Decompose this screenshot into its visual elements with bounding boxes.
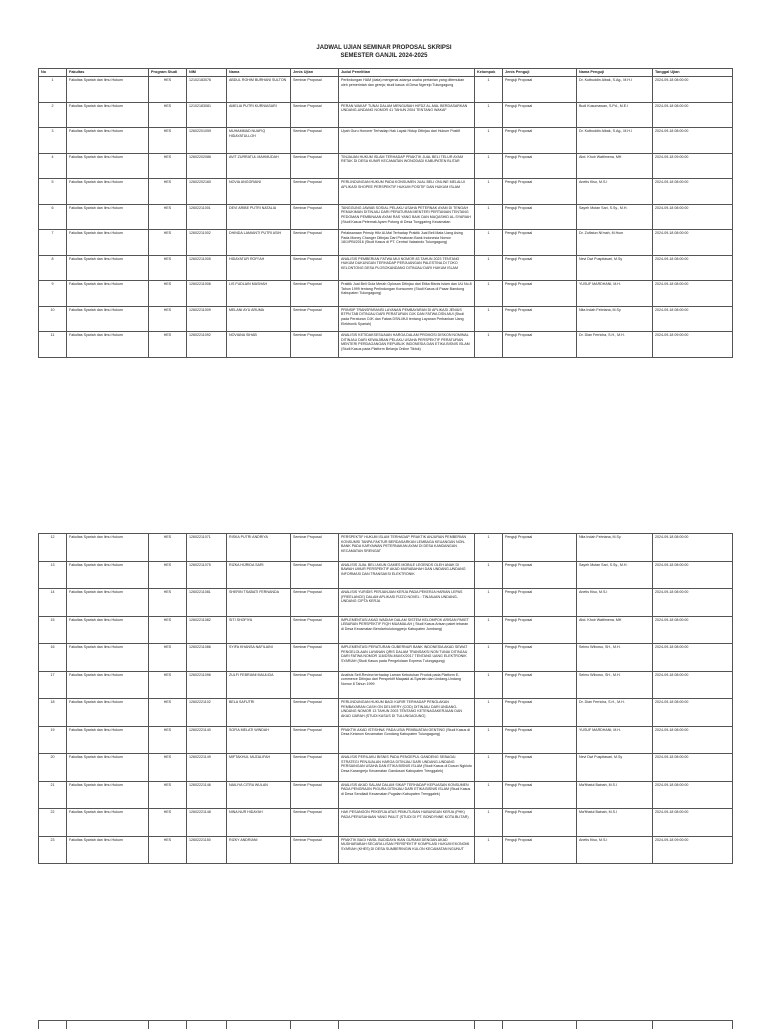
document-title: JADWAL UJIAN SEMINAR PROPOSAL SKRIPSI xyxy=(0,44,768,52)
cell-no: 7 xyxy=(39,230,67,256)
cell-exam-type: Seminar Proposal xyxy=(291,589,339,617)
table-row xyxy=(39,306,733,332)
cell-examiner-type: Penguji Proposal xyxy=(503,77,577,103)
cell-name: HIDAYATUR ROFI'AH xyxy=(227,255,291,281)
cell-exam-type: Seminar Proposal xyxy=(291,204,339,230)
cell-no: 18 xyxy=(39,699,67,727)
cell-nim: 12602202086 xyxy=(187,153,227,179)
cell-exam-type: Seminar Proposal xyxy=(291,561,339,589)
cell-no: 2 xyxy=(39,102,67,128)
cell-name: NOVIA ANGGRAINI xyxy=(227,179,291,205)
cell-faculty: Fakultas Syariah dan Ilmu Hukum xyxy=(67,281,149,307)
cell-program: HES xyxy=(149,616,187,644)
cell-exam-type: Seminar Proposal xyxy=(291,616,339,644)
cell-research-title: PRAKTIK BAGI HASIL BUDIDAYA IKAN GURAMI DENGAN AKAD MUDHARABAH SECARA LISAN PERSPEKTIF KOMPILASI HUKUM EKONOMI SYARIAH (KHES) DI DESA SUMBERINGIN KULON KECAMATAN NGUNUT xyxy=(339,836,475,864)
cell-exam-date: 2024-09-18 08:00:00 xyxy=(653,128,733,154)
cell-program: HES xyxy=(149,534,187,562)
cell-no: 22 xyxy=(39,809,67,837)
cell-exam-type: Seminar Proposal xyxy=(291,77,339,103)
cell-program: HES xyxy=(149,671,187,699)
cell-name: NAILIYA CITRA WULAN xyxy=(227,781,291,809)
cell-research-title: PERLINDUNGAN HUKUM BAGI KURIR TERHADAP PENOLAKAN PEMBAYARAN CASH ON DELIVERY (COD) DITINJAU DARI UNDANG-UNDANG NOMOR 13 TAHUN 2003 TENTANG KETENAGAKERJAAN DAN AKAD IJARAH (STUDI KASUS DI TULUNGAGUNG) xyxy=(339,699,475,727)
cell-exam-date: 2024-09-18 08:00:00 xyxy=(653,204,733,230)
cell-faculty: Fakultas Syariah dan Ilmu Hukum xyxy=(67,726,149,754)
cell-no: 3 xyxy=(39,128,67,154)
cell-exam-date: 2024-09-18 08:00:00 xyxy=(653,102,733,128)
cell-research-title: Perlindungan HAM (data) mengenai adanya usaha pertanian yang ditemukan oleh pemerintah dan gereja; studi kasus di Desa Ngerejo Tulungagung xyxy=(339,77,475,103)
cell-group: 1 xyxy=(475,809,503,837)
cell-examiner-name: Ma'fthatul Bainah, M.S.I xyxy=(577,809,653,837)
cell-faculty: Fakultas Syariah dan Ilmu Hukum xyxy=(67,179,149,205)
header-nim: NIM xyxy=(187,69,227,77)
cell-nim: 12602221140 xyxy=(187,726,227,754)
cell-no: 6 xyxy=(39,204,67,230)
cell-exam-date: 2024-09-18 08:00:00 xyxy=(653,255,733,281)
cell-exam-type: Seminar Proposal xyxy=(291,644,339,672)
table-row xyxy=(39,644,733,672)
table-row xyxy=(39,616,733,644)
cell-exam-date: 2024-09-18 09:00:00 xyxy=(653,836,733,864)
header-group: Kelompok xyxy=(475,69,503,77)
cell-name: NOVIANA SIHAB xyxy=(227,332,291,358)
cell-examiner-name: Nita Indah Febriana, M.Sy xyxy=(577,534,653,562)
table-row xyxy=(39,1021,733,1029)
cell-exam-type: Seminar Proposal xyxy=(291,699,339,727)
cell-faculty: Fakultas Syariah dan Ilmu Hukum xyxy=(67,306,149,332)
cell-name: MUHAMMAD NUAFIQ HIDAYATULLOH xyxy=(227,128,291,154)
header-research-title: Judul Penelitian xyxy=(339,69,475,77)
cell-research-title: TINJAUAN HUKUM ISLAM TERHADAP PRAKTIK JUAL BELI TELUR AYAM RETAK DI DESA KUNIR KECAMATAN WONODADI KABUPATEN BLITAR xyxy=(339,153,475,179)
cell-exam-date: 2024-09-18 08:00:00 xyxy=(653,77,733,103)
cell-exam-type: Seminar Proposal xyxy=(291,534,339,562)
table-row xyxy=(39,836,733,864)
table-row xyxy=(39,77,733,103)
cell-faculty: Fakultas Syariah dan Ilmu Hukum xyxy=(67,671,149,699)
table-row xyxy=(39,153,733,179)
cell-examiner-name: Anetis Kiso, M.S.I xyxy=(577,179,653,205)
cell-no: 8 xyxy=(39,255,67,281)
cell-exam-type: Seminar Proposal xyxy=(291,128,339,154)
cell-examiner-type: Penguji Proposal xyxy=(503,644,577,672)
cell-exam-date: 2024-09-18 08:00:00 xyxy=(653,589,733,617)
cell-name: MELANI AYU ARUMA xyxy=(227,306,291,332)
cell-no: 9 xyxy=(39,281,67,307)
cell-nim: 12602211075 xyxy=(187,561,227,589)
cell-examiner-name: Dr. Kutbuddin Aibak, S.Ag., M.H.I xyxy=(577,128,653,154)
cell-research-title: IMPLEMENTASI PERATURAN GUBERNUR BANK INDONESIA AKAD SEWAT PENGELOLAAN LAYANAN QRIS DALAM TRANSAKSI NON TUNAI DITINJAU DARI FATWA NOMOR 116/DSN-MUI/IX/2017 TENTANG UANG ELEKTRONIK SYARIAH (Studi Kasus pada Pengelolaan Express Tulungagung) xyxy=(339,644,475,672)
cell-nim: 12602221146 xyxy=(187,781,227,809)
cell-examiner-name: Dr. Kutbuddin Aibak, S.Ag., M.H.I xyxy=(577,77,653,103)
cell-faculty: Fakultas Syariah dan Ilmu Hukum xyxy=(67,836,149,864)
cell-faculty: Fakultas Syariah dan Ilmu Hukum xyxy=(67,255,149,281)
cell-nim: 12602221102 xyxy=(187,699,227,727)
cell-name: DEVI ARIBE PUTRI NATALIA xyxy=(227,204,291,230)
table-row xyxy=(39,589,733,617)
cell-exam-date: 2024-09-18 08:00:00 xyxy=(653,281,733,307)
cell-exam-date: 2024-09-18 08:00:00 xyxy=(653,671,733,699)
cell-examiner-type: Penguji Proposal xyxy=(503,153,577,179)
cell-research-title: PERLINDUNGAN HUKUM PADA KONSUMEN JUAL BELI ONLINE MELALUI APLIKASI SHOPEE PERSPEKTIF HUKUM POSITIF DAN HUKUM ISLAM xyxy=(339,179,475,205)
cell-exam-date: 2024-09-18 09:00:00 xyxy=(653,153,733,179)
cell-research-title: Pelaksanaan Prinsip Hifz Al-Mal Terhadap Praktik Jual Beli Mata Uang Asing Pada Money Changer Ditinjau Dari Peraturan Bank Indonesia Nomor 18/1/PBI/2016 (Studi Kasus di PT. Central Valasindo Tulungagung) xyxy=(339,230,475,256)
cell-no: 4 xyxy=(39,153,67,179)
cell-exam-type: Seminar Proposal xyxy=(291,332,339,358)
header-faculty: Fakultas xyxy=(67,69,149,77)
cell-name: AMELIA PUTRI KURNIASARI xyxy=(227,102,291,128)
cell-examiner-type: Penguji Proposal xyxy=(503,561,577,589)
cell-examiner-type: Penguji Proposal xyxy=(503,809,577,837)
cell-exam-type: Seminar Proposal xyxy=(291,836,339,864)
cell-program: HES xyxy=(149,836,187,864)
cell-program: HES xyxy=(149,754,187,782)
cell-examiner-type: Penguji Proposal xyxy=(503,781,577,809)
cell-nim: 12602211071 xyxy=(187,534,227,562)
cell-faculty: Fakultas Syariah dan Ilmu Hukum xyxy=(67,589,149,617)
cell-nim: 12602202160 xyxy=(187,179,227,205)
cell-group: 1 xyxy=(475,836,503,864)
cell-name: ZULFI FEBRIANI MAULIDA xyxy=(227,671,291,699)
cell-research-title: PRAKTIK AKAD ISTISHNA' PADA USIA PEMBUATAN GENTING (Studi Kasus di Desa Ketanon Kecamatan Gondang Kabupaten Tulungagung) xyxy=(339,726,475,754)
table-row xyxy=(39,179,733,205)
cell-program: HES xyxy=(149,281,187,307)
cell-group: 1 xyxy=(475,281,503,307)
cell-name: SITI SHOFIYA xyxy=(227,616,291,644)
cell-nim: 12602211005 xyxy=(187,255,227,281)
header-name: Nama xyxy=(227,69,291,77)
schedule-table-page-1 xyxy=(38,68,733,358)
cell-name: SOFIA MELATI WINDAH xyxy=(227,726,291,754)
cell-exam-date: 2024-09-18 08:00:00 xyxy=(653,726,733,754)
cell-research-title: HAK PESANGON PEKERJA ATAS PEMUTUSAN HUBUNGAN KERJA (PHK) PADA PERUSAHAAN YANG PAILIT (STUDI DI PT. BONDYNNE KOTA BLITAR) xyxy=(339,809,475,837)
cell-exam-type: Seminar Proposal xyxy=(291,671,339,699)
cell-group: 1 xyxy=(475,781,503,809)
cell-research-title: PERAN WAKAF TUNAI DALAM MENGUBAH HIFDZ AL-MAL BERDASARKAN UNDANG-UNDANG NOMOR 41 TAHUN 2004 TENTANG WAKAF xyxy=(339,102,475,128)
cell-name: DHINDA LAMIANTI PUTRI ASIH xyxy=(227,230,291,256)
cell-program: HES xyxy=(149,204,187,230)
cell-no: 15 xyxy=(39,616,67,644)
cell-program: HES xyxy=(149,644,187,672)
cell-group: 1 xyxy=(475,754,503,782)
cell-no: 19 xyxy=(39,726,67,754)
table-row xyxy=(39,534,733,562)
cell-exam-type: Seminar Proposal xyxy=(291,153,339,179)
cell-faculty: Fakultas Syariah dan Ilmu Hukum xyxy=(67,754,149,782)
cell-research-title: ANALISIS AKAD SALAM DALAM SIKAP TERHADAP KEPUASAN KONSUMEN PADA PENGRAJIN PIGURA DITINJAU DARI ETIKA BISNIS ISLAM (Studi Kasus di Desa Sendiadi Kecamatan Pogalan Kabupaten Trenggalek) xyxy=(339,781,475,809)
cell-exam-date: 2024-09-18 08:00:00 xyxy=(653,644,733,672)
cell-examiner-type: Penguji Proposal xyxy=(503,726,577,754)
cell-no: 17 xyxy=(39,671,67,699)
cell-program: HES xyxy=(149,726,187,754)
table-row xyxy=(39,102,733,128)
cell-no: 13 xyxy=(39,561,67,589)
document-subtitle: SEMESTER GANJIL 2024-2025 xyxy=(0,52,768,60)
cell-group: 1 xyxy=(475,644,503,672)
table-row xyxy=(39,671,733,699)
cell-group: 1 xyxy=(475,671,503,699)
cell-group: 1 xyxy=(475,589,503,617)
cell-name: RIZKA HIJRIDA SARI xyxy=(227,561,291,589)
cell-no: 11 xyxy=(39,332,67,358)
cell-name: SYIFA KHANSA NAFILAINI xyxy=(227,644,291,672)
cell-examiner-name: Nevi Dwi Puspitasari, M.Sy xyxy=(577,754,653,782)
cell-name: RIZKY ANDRIANI xyxy=(227,836,291,864)
cell-exam-type: Seminar Proposal xyxy=(291,306,339,332)
cell-program: HES xyxy=(149,153,187,179)
cell-exam-date: 2024-09-18 08:00:00 xyxy=(653,754,733,782)
cell-exam-date: 2024-09-18 08:00:00 xyxy=(653,230,733,256)
cell-no: 16 xyxy=(39,644,67,672)
cell-examiner-name: Anetis Kiso, M.S.I xyxy=(577,589,653,617)
cell-group: 1 xyxy=(475,616,503,644)
table-row xyxy=(39,809,733,837)
cell-group: 1 xyxy=(475,699,503,727)
cell-program: HES xyxy=(149,561,187,589)
cell-research-title: ANALISIS KETIDAKSESUAIAN HARGA DALAM PROMOSI DISKON NOMINAL DITINJAU DARI KEWAJIBAN PELAKU USAHA PERSPEKTIF PERATURAN MENTERI PERDAGANGAN REPUBLIK INDONESIA DAN ETIKA BISNIS ISLAM (Studi Kasus pada Platform Belanja Online Tiktok) xyxy=(339,332,475,358)
cell-nim: 12102183081 xyxy=(187,102,227,128)
cell-faculty: Fakultas Syariah dan Ilmu Hukum xyxy=(67,616,149,644)
cell-no: 1 xyxy=(39,77,67,103)
cell-examiner-type: Penguji Proposal xyxy=(503,204,577,230)
cell-group: 1 xyxy=(475,102,503,128)
header-no: No xyxy=(39,69,67,77)
cell-nim: 12602221148 xyxy=(187,809,227,837)
cell-nim: 12602201059 xyxy=(187,128,227,154)
cell-program: HES xyxy=(149,809,187,837)
cell-examiner-type: Penguji Proposal xyxy=(503,589,577,617)
cell-exam-date: 2024-09-18 08:00:00 xyxy=(653,616,733,644)
cell-program: HES xyxy=(149,306,187,332)
cell-nim: 12602221150 xyxy=(187,836,227,864)
cell-nim: 12602211001 xyxy=(187,204,227,230)
cell-exam-date: 2024-09-18 08:00:00 xyxy=(653,534,733,562)
schedule-table-page-2 xyxy=(38,533,733,864)
cell-name: LIS FUDLAIN MASHAH xyxy=(227,281,291,307)
table-row xyxy=(39,726,733,754)
cell-nim: 12602211096 xyxy=(187,671,227,699)
cell-exam-type: Seminar Proposal xyxy=(291,781,339,809)
cell-program: HES xyxy=(149,179,187,205)
cell-group: 1 xyxy=(475,332,503,358)
header-exam-date: Tanggal Ujian xyxy=(653,69,733,77)
cell-program: HES xyxy=(149,255,187,281)
cell-no: 23 xyxy=(39,836,67,864)
cell-exam-date: 2024-09-18 08:00:00 xyxy=(653,809,733,837)
cell-examiner-name: Abd. Khoir Wattimena, MH xyxy=(577,616,653,644)
cell-group: 1 xyxy=(475,230,503,256)
cell-no: 12 xyxy=(39,534,67,562)
cell-research-title: IMPLEMENTASI AKAD WADIAH DALAM SISTEM KELOMPOK ARISAN PAKET LEBARAN PERSPEKTIF FIQH MUAMALAH ( Studi Kasus Arisan paket lebaran di Desa Kecamatan Bendarhulutunggrejo Kabupaten Jombang) xyxy=(339,616,475,644)
cell-exam-date: 2024-09-18 08:00:00 xyxy=(653,306,733,332)
cell-no: 10 xyxy=(39,306,67,332)
cell-examiner-name: Ma'fthatul Bainah, M.S.I xyxy=(577,781,653,809)
cell-exam-date: 2024-09-18 08:00:00 xyxy=(653,179,733,205)
cell-faculty: Fakultas Syariah dan Ilmu Hukum xyxy=(67,102,149,128)
cell-examiner-type: Penguji Proposal xyxy=(503,306,577,332)
header-exam-type: Jenis Ujian xyxy=(291,69,339,77)
cell-research-title: ANALISIS PEMBERIAN FATWA MUI NOMOR 83 TAHUN 2023 TENTANG HUKUM DUKUNGAN TERHADAP PERJUANGAN PALESTINA DI TOKO KELONTONG DESA PLOSOKANDANG DITINJAU DARI HUKUM ISLAM xyxy=(339,255,475,281)
cell-examiner-name: Dr. Dian Ferricha, S.H., M.H. xyxy=(577,699,653,727)
cell-faculty: Fakultas Syariah dan Ilmu Hukum xyxy=(67,534,149,562)
cell-exam-type: Seminar Proposal xyxy=(291,179,339,205)
cell-group: 1 xyxy=(475,128,503,154)
cell-name: SHERIN TSABATI FERNANDA xyxy=(227,589,291,617)
cell-examiner-name: Sayeh Mutan Sari, S.Sy., M.H. xyxy=(577,204,653,230)
cell-exam-type: Seminar Proposal xyxy=(291,754,339,782)
cell-examiner-type: Penguji Proposal xyxy=(503,179,577,205)
cell-exam-date: 2024-09-18 08:00:00 xyxy=(653,699,733,727)
cell-examiner-type: Penguji Proposal xyxy=(503,671,577,699)
cell-research-title: Praktik Jual Beli Gula Merah Oplosan Ditinjau dari Etika Bisnis Islam dan UU No.8 Tahun 1999 tentang Perlindungan Konsumen (Studi Kasus di Pasar Bandung Kabupaten Tulungagung) xyxy=(339,281,475,307)
cell-examiner-name: Selmo Wibowo, SH., M.H. xyxy=(577,671,653,699)
cell-nim: 12602211006 xyxy=(187,281,227,307)
cell-exam-type: Seminar Proposal xyxy=(291,255,339,281)
cell-name: ABDUL ROHIM BURHANI SULTON xyxy=(227,77,291,103)
cell-examiner-name: Dr. Dian Ferricha, S.H., M.H. xyxy=(577,332,653,358)
cell-no: 20 xyxy=(39,754,67,782)
table-row xyxy=(39,204,733,230)
cell-group: 1 xyxy=(475,306,503,332)
cell-name: BELA SAFUTRI xyxy=(227,699,291,727)
cell-name: AVIT ZURRATUL MAHMUDAH xyxy=(227,153,291,179)
cell-examiner-type: Penguji Proposal xyxy=(503,534,577,562)
cell-no: 21 xyxy=(39,781,67,809)
cell-name: NINA NUR HIDAYAH xyxy=(227,809,291,837)
cell-research-title: ANALISIS PERILAKU BISNIS PADA PENGEPUL GANDENG SEBAGAI STRATEGI PENJUALAN HARGA DITINJAU DARI UNDANG-UNDANG PERSAINGAN USAHA DAN ETIKA BISNIS ISLAM (Studi Kasus di Dusun Ngkloto Desa Karangrejo Kecamatan Gandusari Kabupaten Trenggalek) xyxy=(339,754,475,782)
schedule-table-page-3 xyxy=(38,1020,733,1029)
cell-research-title: PERSPEKTIF HUKUM ISLAM TERHADAP PRAKTIK ANJURAN PEMBERIAN KONSUMSI TANPA FAKTUR BERDASARKAN LEMBAGA KEUANGAN NON-BANK PADA KARYAWAN PETERNAKAN AYAM DI DESA KANDANGAN KECAMATAN SRENGAT xyxy=(339,534,475,562)
cell-examiner-name: Dr. Zulfatun Ni'mah, M.Hum xyxy=(577,230,653,256)
cell-examiner-name: Budi Kusumawan, S.Pd., M.E.I xyxy=(577,102,653,128)
cell-examiner-type: Penguji Proposal xyxy=(503,754,577,782)
cell-exam-type: Seminar Proposal xyxy=(291,281,339,307)
cell-examiner-name: Selmo Wibowo, SH., M.H. xyxy=(577,644,653,672)
cell-examiner-type: Penguji Proposal xyxy=(503,281,577,307)
cell-examiner-type: Penguji Proposal xyxy=(503,102,577,128)
cell-program: HES xyxy=(149,128,187,154)
table-row xyxy=(39,561,733,589)
table-row xyxy=(39,699,733,727)
table-row xyxy=(39,332,733,358)
cell-program: HES xyxy=(149,781,187,809)
cell-examiner-name: Nevi Dwi Puspitasari, M.Sy xyxy=(577,255,653,281)
cell-examiner-name: Anetis Kiso, M.S.I xyxy=(577,836,653,864)
cell-faculty: Fakultas Syariah dan Ilmu Hukum xyxy=(67,153,149,179)
cell-name: MIFTAKHUL MUZALIFAH xyxy=(227,754,291,782)
cell-faculty: Fakultas Syariah dan Ilmu Hukum xyxy=(67,77,149,103)
cell-examiner-type: Penguji Proposal xyxy=(503,128,577,154)
cell-faculty: Fakultas Syariah dan Ilmu Hukum xyxy=(67,809,149,837)
cell-group: 1 xyxy=(475,204,503,230)
header-examiner-name: Nama Penguji xyxy=(577,69,653,77)
cell-research-title: Analisis Self-Review terhadap Laman Kebutuhan Produk pada Platform E-commerce Ditinjau dari Perspektif Maqasid al-Syariah dan Undang-Undang Nomor 8 Tahun 1999 xyxy=(339,671,475,699)
cell-group: 1 xyxy=(475,179,503,205)
cell-research-title: PRINSIP TRANSPARANSI LAYANAN PEMBAYARAN DI APLIKASI JENIUS BTPN TAB DITINJAU DARI PERATURAN OJK DAN FATWA DSN-MUI (Studi pada Peraturan OJK dan Fatwa DSN-MUI tentang Layanan Perbankan Uang Elektronik Syariah) xyxy=(339,306,475,332)
cell-name: RISKA PUTRI ANDRIYA xyxy=(227,534,291,562)
cell-examiner-name: Sayeh Mutan Sari, S.Sy., M.H. xyxy=(577,561,653,589)
cell-examiner-name: YUSUF MARDHANI, M.H. xyxy=(577,281,653,307)
cell-research-title: Upah Guru Honorer Terhadap Hak Layak Hidup Ditinjau dari Hukum Positif xyxy=(339,128,475,154)
table-row xyxy=(39,781,733,809)
cell-faculty: Fakultas Syariah dan Ilmu Hukum xyxy=(67,644,149,672)
cell-program: HES xyxy=(149,332,187,358)
cell-examiner-name: Nita Indah Febriana, M.Sy xyxy=(577,306,653,332)
cell-exam-type: Seminar Proposal xyxy=(291,230,339,256)
cell-nim: 12102183076 xyxy=(187,77,227,103)
cell-program: HES xyxy=(149,589,187,617)
cell-faculty: Fakultas Syariah dan Ilmu Hukum xyxy=(67,561,149,589)
cell-faculty: Fakultas Syariah dan Ilmu Hukum xyxy=(67,699,149,727)
cell-exam-date: 2024-09-18 08:00:00 xyxy=(653,781,733,809)
cell-group: 1 xyxy=(475,561,503,589)
cell-group: 1 xyxy=(475,153,503,179)
cell-nim: 12602211086 xyxy=(187,644,227,672)
cell-no: 5 xyxy=(39,179,67,205)
cell-exam-date: 2024-09-18 09:00:00 xyxy=(653,332,733,358)
header-program: Program Studi xyxy=(149,69,187,77)
cell-examiner-type: Penguji Proposal xyxy=(503,230,577,256)
cell-examiner-type: Penguji Proposal xyxy=(503,616,577,644)
cell-program: HES xyxy=(149,77,187,103)
cell-program: HES xyxy=(149,102,187,128)
cell-research-title: TANGGUNG JAWAB SOSIAL PELAKU USAHA PETERNAK AYAM DI TENGAH PEMUKIMAN DITINJAU DARI PERATURAN MENTERI PERTANIAN TENTANG PEDOMAN PEMBINAAN AYAM RAS YANG BAIK DAN MAQASHID AL-SYARIAH (Studi Kasus Peternak Ayam Potong di Desa Tunggaring Kecamatan xyxy=(339,204,475,230)
cell-exam-date: 2024-09-18 08:00:00 xyxy=(653,561,733,589)
cell-nim: 12602221149 xyxy=(187,754,227,782)
cell-exam-type: Seminar Proposal xyxy=(291,102,339,128)
cell-examiner-name: Abd. Khoir Wattimena, MH xyxy=(577,153,653,179)
table-row xyxy=(39,230,733,256)
header-examiner-type: Jenis Penguji xyxy=(503,69,577,77)
cell-faculty: Fakultas Syariah dan Ilmu Hukum xyxy=(67,230,149,256)
cell-research-title: ANALISIS JUAL BELI AKUN GAMES MOBILE LEGENDS OLEH ANAK DI BAWAH UMUR PERSPEKTIF AKAD MURABAHAH DAN UNDANG-UNDANG INFORMASI DAN TRANSAKSI ELEKTRONIK xyxy=(339,561,475,589)
cell-exam-type: Seminar Proposal xyxy=(291,809,339,837)
table-row xyxy=(39,281,733,307)
cell-research-title: ANALISIS YURIDIS PERJANJIAN KERJA PADA PEKERJA HARIAN LEPAS (FREELANCE) DALAM APLIKASI FIZZO NOVEL : TINJAUAN UNDANG-UNDANG CIPTA KERJA xyxy=(339,589,475,617)
cell-group: 1 xyxy=(475,726,503,754)
cell-nim: 12602211009 xyxy=(187,306,227,332)
cell-examiner-type: Penguji Proposal xyxy=(503,255,577,281)
cell-no: 14 xyxy=(39,589,67,617)
cell-nim: 12602211081 xyxy=(187,589,227,617)
cell-group: 1 xyxy=(475,534,503,562)
cell-faculty: Fakultas Syariah dan Ilmu Hukum xyxy=(67,204,149,230)
cell-nim: 12602211092 xyxy=(187,332,227,358)
table-header-row xyxy=(39,69,733,77)
table-row xyxy=(39,255,733,281)
cell-faculty: Fakultas Syariah dan Ilmu Hukum xyxy=(67,332,149,358)
cell-program: HES xyxy=(149,230,187,256)
cell-examiner-type: Penguji Proposal xyxy=(503,836,577,864)
cell-program: HES xyxy=(149,699,187,727)
cell-faculty: Fakultas Syariah dan Ilmu Hukum xyxy=(67,781,149,809)
cell-group: 1 xyxy=(475,255,503,281)
cell-nim: 12602211002 xyxy=(187,230,227,256)
cell-examiner-type: Penguji Proposal xyxy=(503,332,577,358)
cell-examiner-type: Penguji Proposal xyxy=(503,699,577,727)
cell-nim: 12602211082 xyxy=(187,616,227,644)
cell-examiner-name: YUSUF MARDHANI, M.H. xyxy=(577,726,653,754)
cell-faculty: Fakultas Syariah dan Ilmu Hukum xyxy=(67,128,149,154)
cell-group: 1 xyxy=(475,77,503,103)
cell-exam-type: Seminar Proposal xyxy=(291,726,339,754)
table-row xyxy=(39,128,733,154)
table-row xyxy=(39,754,733,782)
